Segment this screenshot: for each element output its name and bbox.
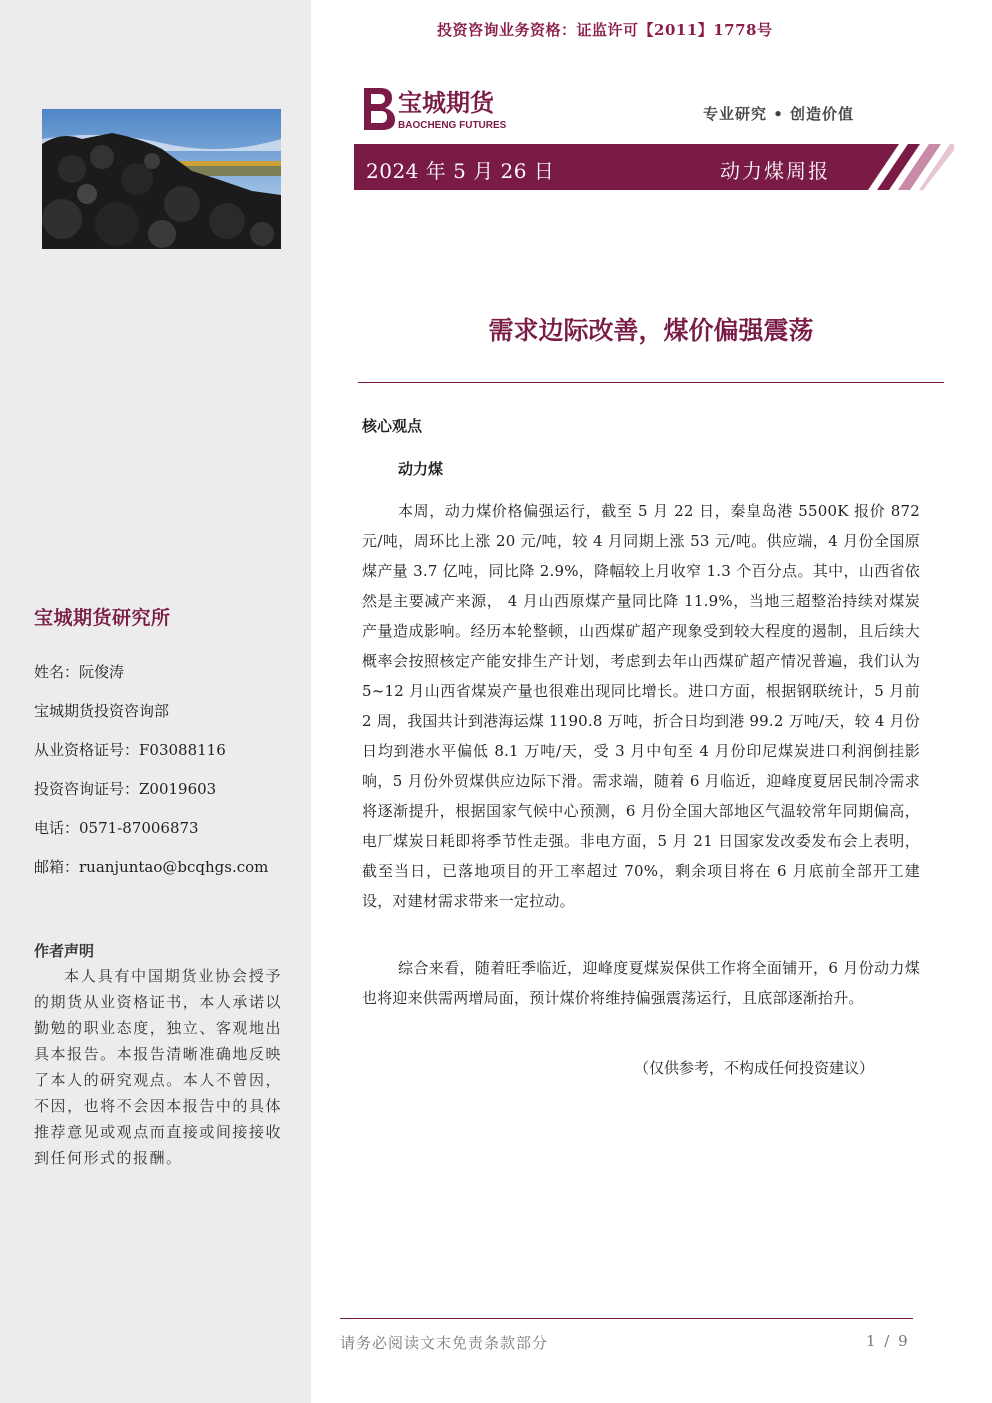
phone: 电话：0571-87006873 [34, 819, 199, 837]
title-divider [358, 382, 944, 383]
declaration-title: 作者声明 [34, 942, 95, 960]
department: 宝城期货投资咨询部 [34, 702, 170, 720]
footer-divider [340, 1318, 913, 1319]
page-number: 1 / 9 [866, 1332, 910, 1350]
slogan: 专业研究 • 创造价值 [703, 105, 855, 123]
report-type: 动力煤周报 [720, 159, 830, 183]
research-institute-name: 宝城期货研究所 [34, 607, 171, 629]
declaration-body: 本人具有中国期货业协会授予的期货从业资格证书，本人承诺以勤勉的职业态度，独立、客观地出具本报告。本报告清晰准确地反映了本人的研究观点。本人不曾因，不因，也将不会因本报告中的具体推荐意见或观点而直接或间接接收到任何形式的报酬。 [34, 967, 282, 1167]
sub-heading: 动力煤 [398, 460, 444, 478]
qualification-number: 从业资格证号：F03088116 [34, 741, 226, 759]
core-heading: 核心观点 [362, 417, 423, 435]
footer-note: 请务必阅读文末免责条款部分 [340, 1334, 549, 1352]
consulting-number: 投资咨询证号：Z0019603 [34, 780, 217, 798]
disclaimer: （仅供参考，不构成任何投资建议） [634, 1059, 875, 1077]
analyst-name: 姓名：阮俊涛 [34, 663, 125, 681]
report-title: 需求边际改善，煤价偏强震荡 [488, 316, 814, 345]
logo-en: BAOCHENG FUTURES [398, 120, 507, 131]
company-logo [358, 84, 528, 134]
coal-photo [42, 109, 281, 249]
report-date: 2024 年 5 月 26 日 [366, 159, 555, 183]
paragraph-analysis: 本周，动力煤价格偏强运行，截至 5 月 22 日，秦皇岛港 5500K 报价 872 元/吨，周环比上涨 20 元/吨，较 4 月同期上涨 53 元/吨。供应端，4 月份全国原煤产量 3.7 亿吨，同比降 2.9%，降幅较上月收窄 1.3 个百分点。其中，山西省依然是主要减产来源， 4 月山西原煤产量同比降 11.9%，当地三超整治持续对煤炭产量造成影响。经历本轮整顿，山西煤矿超产现象受到较大程度的遏制，且后续大概率会按照核定产能安排生产计划，考虑到去年山西煤矿超产情况普遍，我们认为 5~12 月山西省煤炭产量也很难出现同比增长。进口方面，根据钢联统计，5 月前 2 周，我国共计到港海运煤 1190.8 万吨，折合日均到港 99.2 万吨/天，较 4 月份日均到港水平偏低 8.1 万吨/天，受 3 月中旬至 4 月份印尼煤炭进口利润倒挂影响，5 月份外贸煤供应边际下滑。需求端，随着 6 月临近，迎峰度夏居民制冷需求将逐渐提升，根据国家气候中心预测，6 月份全国大部地区气温较常年同期偏高，电厂煤炭日耗即将季节性走强。非电方面，5 月 21 日国家发改委发布会上表明，截至当日，已落地项目的开工率超过 70%，剩余项目将在 6 月底前全部开工建设，对建材需求带来一定拉动。 [362, 502, 920, 910]
logo-cn: 宝城期货 [398, 89, 494, 117]
paragraph-summary: 综合来看，随着旺季临近，迎峰度夏煤炭保供工作将全面铺开，6 月份动力煤也将迎来供需两增局面，预计煤价将维持偏强震荡运行，且底部逐渐抬升。 [362, 959, 920, 1007]
license-header: 投资咨询业务资格：证监许可【2011】1778号 [437, 21, 773, 39]
email: 邮箱：ruanjuntao@bcqhgs.com [34, 858, 269, 876]
